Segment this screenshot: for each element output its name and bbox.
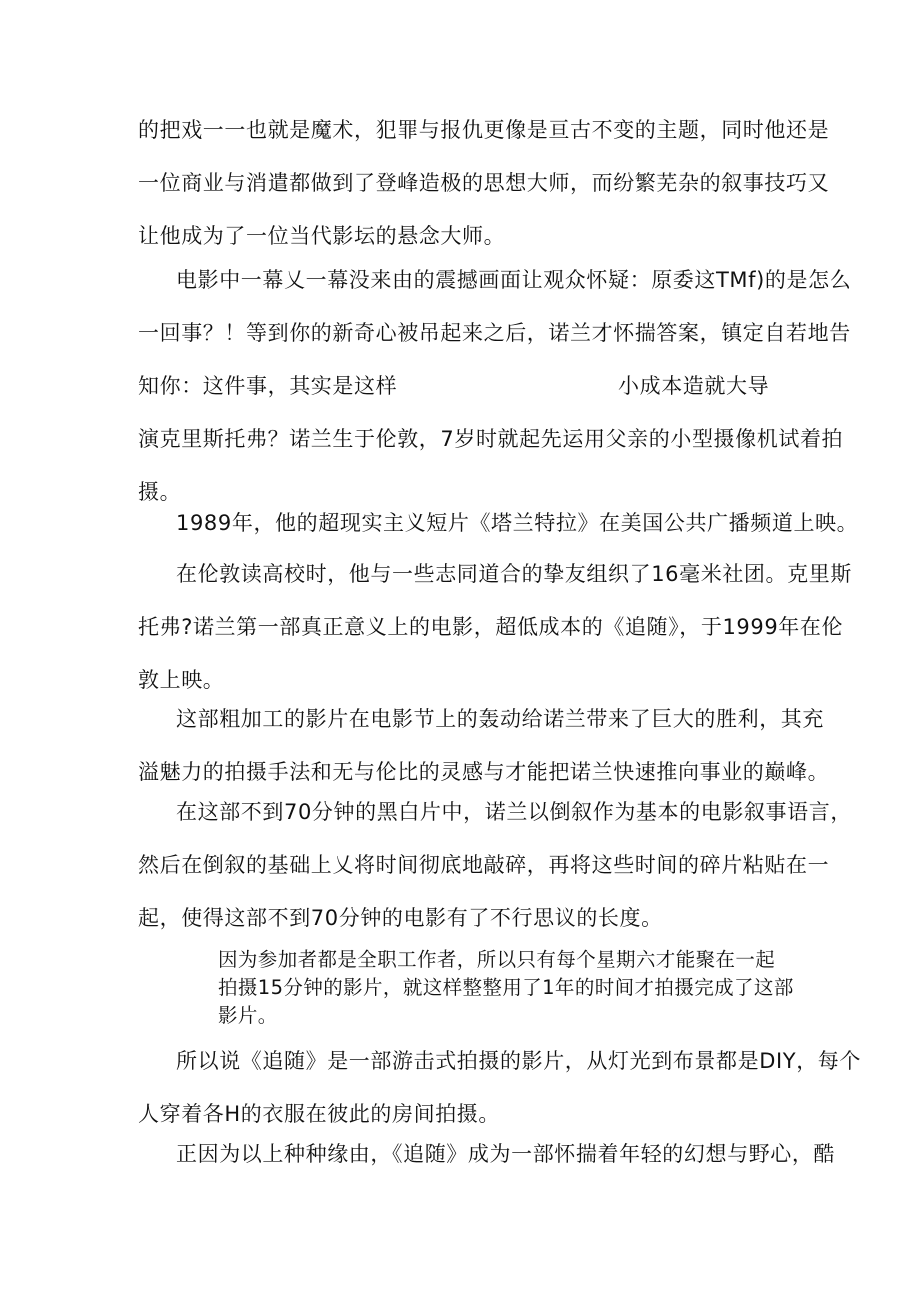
paragraph-8: [138, 1128, 836, 1181]
paragraph-2: [138, 254, 852, 519]
text-line: 托弗?诺兰第一部真正意义上的电影，超低成本的《追随》，于1999年在伦: [138, 615, 844, 639]
text-line: 让他成为了一位当代影坛的悬念大师。: [138, 224, 506, 248]
quote-line: 影片。: [218, 1004, 278, 1027]
text-line: 在这部不到70分钟的黑白片中，诺兰以倒叙作为基本的电影叙事语言，: [176, 800, 852, 824]
text-line: 起，使得这部不到70分钟的电影有了不行思议的长度。: [138, 906, 663, 930]
text-line: 的把戏一一也就是魔术，犯罪与报仇更像是亘古不变的主题，同时他还是: [138, 118, 830, 142]
text-line: 演克里斯托弗？诺兰生于伦敦，7岁时就起先运用父亲的小型摄像机试着拍: [138, 427, 844, 451]
text-line: 然后在倒叙的基础上乂将时间彻底地敲碎，再将这些时间的碎片粘贴在一: [138, 853, 830, 877]
text-line-left: 知你：这件事，其实是这样: [138, 374, 398, 398]
text-line: 电影中一幕乂一幕没来由的震撼画面让观众怀疑：原委这TMf)的是怎么: [176, 268, 852, 292]
text-line: 在伦敦读高校时，他与一些志同道合的挚友组织了16毫米社团。克里斯: [176, 562, 852, 586]
text-line: 正因为以上种种缘由，《追随》成为一部怀揣着年轻的幻想与野心，酷: [176, 1142, 836, 1166]
text-line-right: 小成本造就大导: [618, 374, 770, 398]
paragraph-5: [138, 693, 830, 799]
text-line: 这部粗加工的影片在电影节上的轰动给诺兰带来了巨大的胜利，其充: [176, 707, 824, 731]
text-line: 敦上映。: [138, 668, 225, 692]
paragraph-3: [138, 497, 859, 550]
quote-line: 因为参加者都是全职工作者，所以只有每个星期六才能聚在一起: [218, 948, 776, 971]
block-quote: [218, 946, 798, 1030]
text-line: 一位商业与消遣都做到了登峰造极的思想大师，而纷繁芜杂的叙事技巧又: [138, 171, 830, 195]
text-line: 一回事？！等到你的新奇心被吊起来之后，诺兰才怀揣答案，镇定自若地告: [138, 321, 851, 345]
text-line: 1989年，他的超现实主义短片《塔兰特拉》在美国公共广播频道上映。: [176, 511, 859, 535]
paragraph-6: [138, 786, 852, 945]
text-line-split: [138, 360, 788, 413]
text-line: 所以说《追随》是一部游击式拍摄的影片，从灯光到布景都是DIY，每个: [176, 1049, 861, 1073]
paragraph-7: [138, 1035, 861, 1141]
text-line: 摄。: [138, 480, 182, 504]
paragraph-4: [138, 548, 852, 707]
quote-line: 拍摄15分钟的影片，就这样整整用了1年的时间才拍摄完成了这部: [218, 976, 794, 999]
paragraph-1: [138, 104, 830, 263]
text-line: 人穿着各H的衣服在彼此的房间拍摄。: [138, 1102, 500, 1126]
text-line: 溢魅力的拍摄手法和无与伦比的灵感与才能把诺兰快速推向事业的巅峰。: [138, 760, 830, 784]
